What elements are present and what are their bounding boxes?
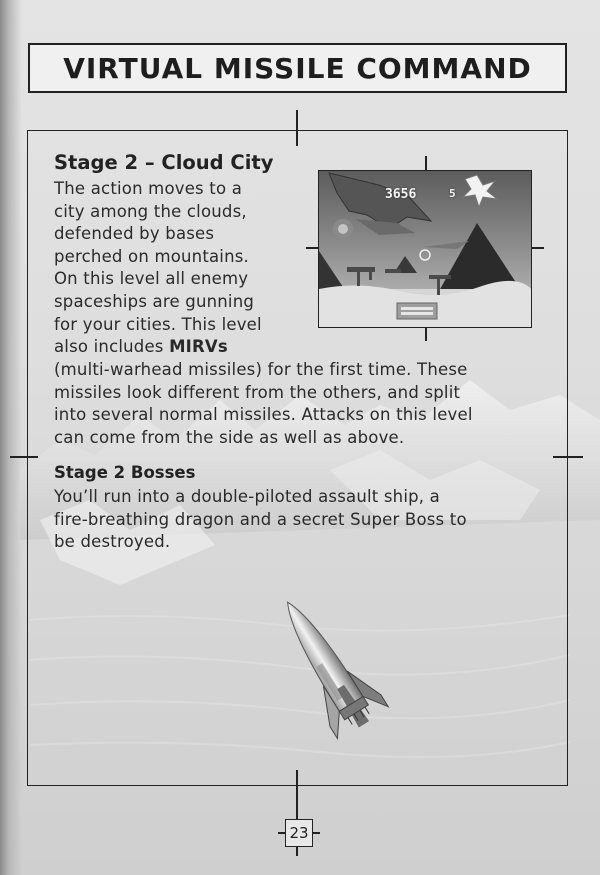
crop-mark xyxy=(532,247,544,249)
mirv-prefix: also includes xyxy=(54,337,170,357)
crop-mark xyxy=(425,327,427,341)
page-title: VIRTUAL MISSILE COMMAND xyxy=(63,51,532,85)
text-line: spaceships are gunning xyxy=(54,291,255,311)
text-line: can come from the side as well as above. xyxy=(54,427,405,447)
game-scene xyxy=(319,171,532,328)
bosses-heading: Stage 2 Bosses xyxy=(54,463,196,482)
text-line: (multi-warhead missiles) for the first time. These xyxy=(54,360,468,379)
text-line: fire-breathing dragon and a secret Super Boss to xyxy=(54,509,467,529)
text-line: city among the clouds, xyxy=(54,201,247,221)
text-line: missiles look different from the others, and split xyxy=(54,382,461,402)
title-banner xyxy=(28,43,567,93)
section-wide-text xyxy=(54,359,473,449)
mirv-term: MIRVs xyxy=(169,337,228,357)
text-line xyxy=(54,336,262,359)
game-screenshot xyxy=(318,170,532,328)
crop-mark xyxy=(296,846,298,856)
section-heading: Stage 2 – Cloud City xyxy=(54,151,274,174)
game-score: 3656 xyxy=(385,187,417,202)
page-number: 23 xyxy=(285,819,313,847)
section-intro-text xyxy=(54,178,262,359)
text-line: On this level all enemy xyxy=(54,269,249,289)
text-line: into several normal missiles. Attacks on this level xyxy=(54,405,473,425)
bosses-text xyxy=(54,486,467,554)
text-line: The action moves to a xyxy=(54,179,243,198)
crop-mark xyxy=(10,456,38,458)
text-line: perched on mountains. xyxy=(54,246,249,266)
text-line: defended by bases xyxy=(54,224,215,244)
game-lives: 5 xyxy=(449,187,456,200)
crop-mark xyxy=(312,832,320,834)
crop-mark xyxy=(296,770,298,820)
text-line: for your cities. This level xyxy=(54,314,262,334)
text-line: be destroyed. xyxy=(54,532,171,552)
text-line: You’ll run into a double-piloted assault ship, a xyxy=(54,487,440,506)
crop-mark xyxy=(306,247,318,249)
crop-mark xyxy=(553,456,583,458)
crop-mark xyxy=(425,156,427,170)
